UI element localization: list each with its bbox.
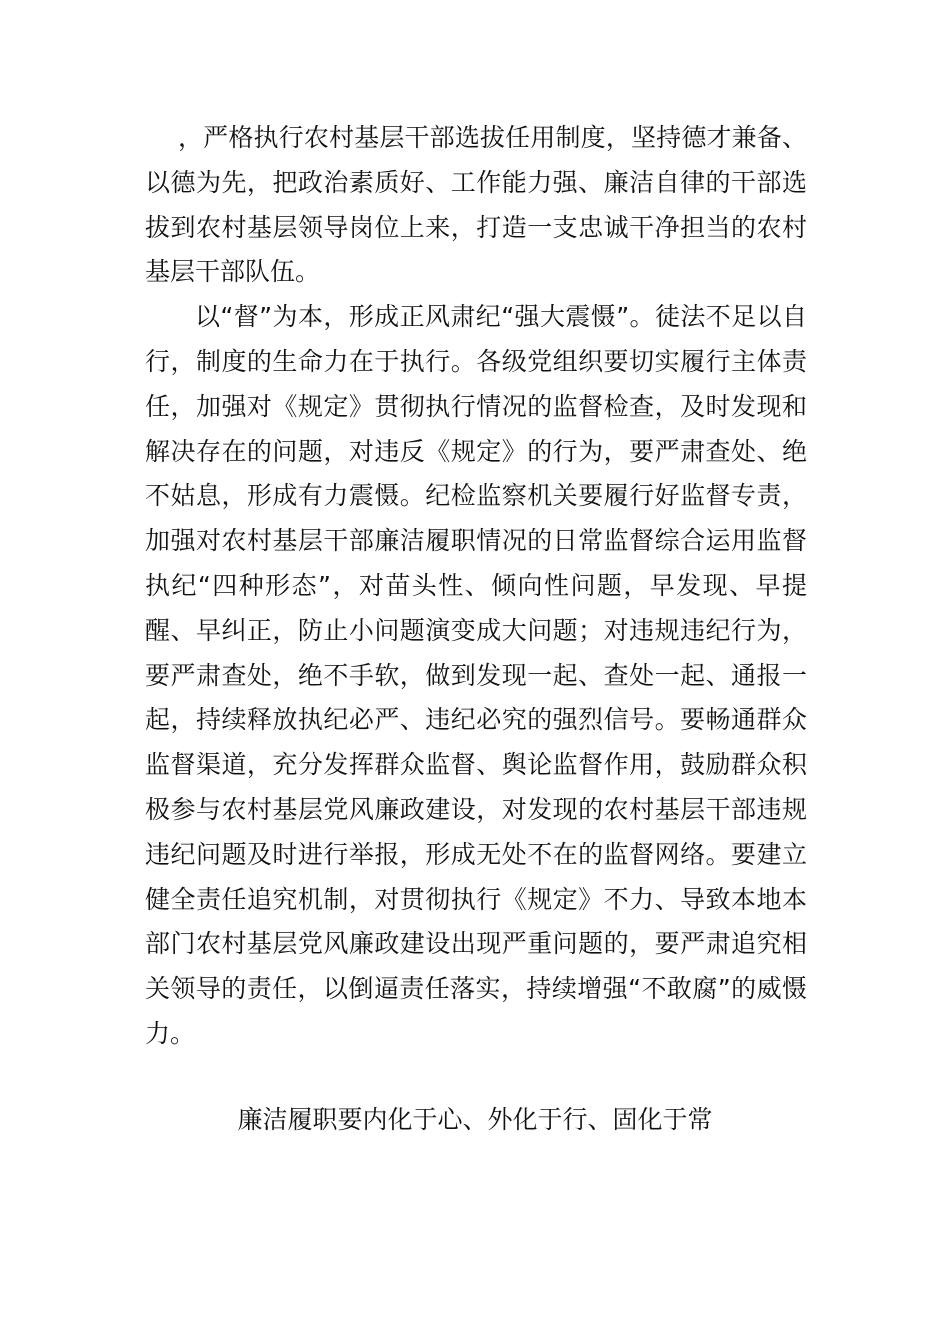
paragraph-continued: ，严格执行农村基层干部选拔任用制度，坚持德才兼备、以德为先，把政治素质好、工作能力强、廉洁自律的干部选拔到农村基层领导岗位上来，打造一支忠诚干净担当的农村基层干部队伍。 (145, 123, 807, 287)
paragraph-supervision: 以“督”为本，形成正风肃纪“强大震慑”。徒法不足以自行，制度的生命力在于执行。各级党组织要切实履行主体责任，加强对《规定》贯彻执行情况的监督检查，及时发现和解决存在的问题，对违反《规定》的行为，要严肃查处、绝不姑息，形成有力震慑。纪检监察机关要履行好监督专责，加强对农村基层干部廉洁履职情况的日常监督综合运用监督执纪“四种形态”，对苗头性、倾向性问题，早发现、早提醒、早纠正，防止小问题演变成大问题；对违规违纪行为，要严肃查处，绝不手软，做到发现一起、查处一起、通报一起，持续释放执纪必严、违纪必究的强烈信号。要畅通群众监督渠道，充分发挥群众监督、舆论监督作用，鼓励群众积极参与农村基层党风廉政建设，对发现的农村基层干部违规违纪问题及时进行举报，形成无处不在的监督网络。要建立健全责任追究机制，对贯彻执行《规定》不力、导致本地本部门农村基层党风廉政建设出现严重问题的，要严肃追究相关领导的责任，以倒逼责任落实，持续增强“不敢腐”的威慑力。 (145, 302, 807, 1048)
section-heading: 廉洁履职要内化于心、外化于行、固化于常 (237, 1105, 713, 1134)
document-body (145, 116, 807, 1057)
